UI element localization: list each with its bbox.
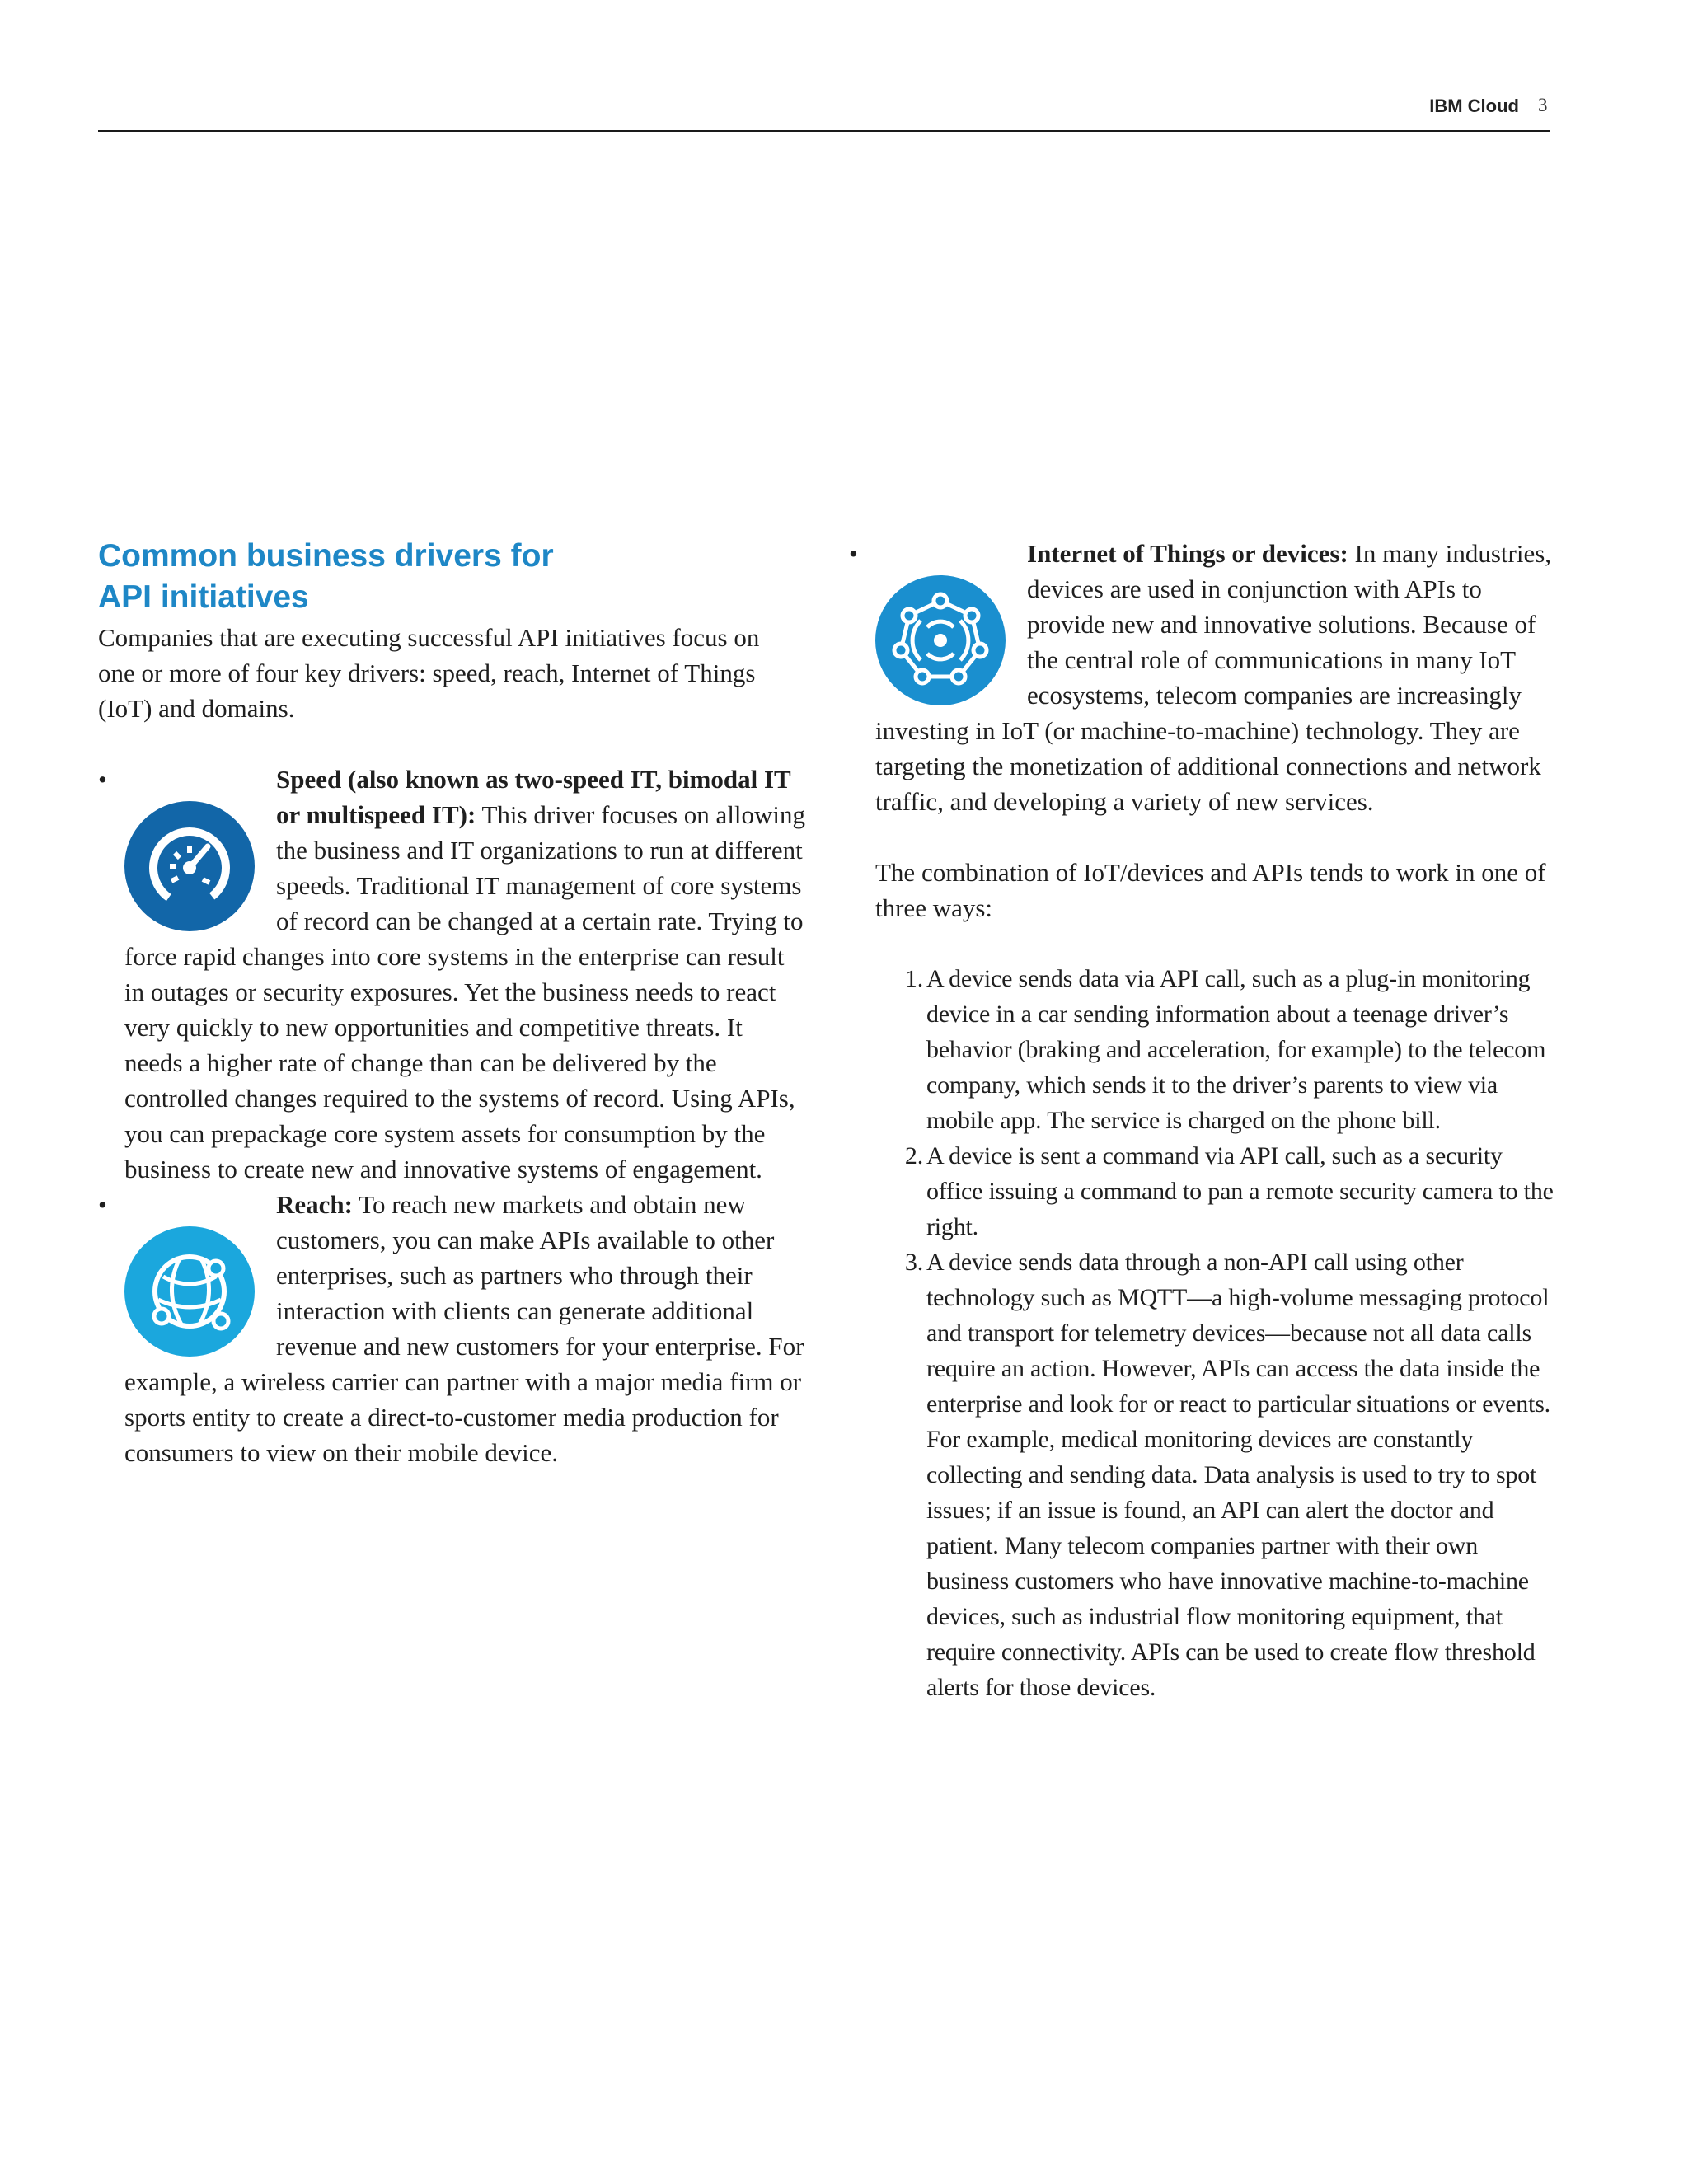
bullet-dot: •: [849, 539, 858, 568]
globe-network-icon: [124, 1226, 255, 1357]
bullet-speed: [98, 762, 807, 1187]
brand-label: IBM Cloud: [1429, 96, 1519, 116]
section-title: [98, 536, 807, 618]
bullet-dot: •: [98, 1190, 107, 1219]
bullet-speed-text: This driver focuses on allowing the business and IT organizations to run at different speeds. Traditional IT management of core systems of record can be changed at a certain rate. Trying to force rapid changes into core systems in the enterprise can result in outages or security exposures. Yet the business needs to react very quickly to new opportunities and competitive threats. It needs a higher rate of change than can be delivered by the controlled changes required to the systems of record. Using APIs, you can prepackage core system assets for consumption by the business to create new and innovative systems of engagement.: [124, 800, 806, 1183]
bullet-iot-text: In many industries, devices are used in conjunction with APIs to provide new and innovative solutions. Because of the central role of communications in many IoT ecosystems, telecom companies are increasingly investing in IoT (or machine-to-machine) technology. They are targeting the monetization of additional connections and network traffic, and developing a variety of new services.: [875, 539, 1552, 816]
speedometer-icon: [124, 801, 255, 931]
ways-list: [849, 961, 1558, 1705]
list-item: 3. A device sends data through a non-API call using other technology such as MQTT—a high-volume messaging protocol and transport for telemetry devices—because not all data calls require an action. However, APIs can access the data inside the enterprise and look for or react to particular situations or events. For example, medical monitoring devices are constantly collecting and sending data. Data analysis is used to try to spot issues; if an issue is found, an API can alert the doctor and patient. Many telecom companies partner with their own business customers who have innovative machine-to-machine devices, such as industrial flow monitoring equipment, that require connectivity. APIs can be used to create flow threshold alerts for those devices.: [904, 1249, 1550, 1701]
bullet-reach: [98, 1187, 807, 1470]
right-column: [849, 536, 1558, 1705]
bullet-reach-label: Reach:: [276, 1190, 353, 1219]
left-column: [98, 536, 807, 1470]
intro-paragraph: Companies that are executing successful API initiatives focus on one or more of four key drivers: speed, reach, Internet of Things (IoT) and domains.: [98, 623, 760, 723]
iot-network-icon: [875, 575, 1006, 705]
section-title-line2: API initiatives: [98, 579, 309, 615]
section-title-line1: Common business drivers for: [98, 538, 554, 574]
bullet-reach-text: To reach new markets and obtain new customers, you can make APIs available to other enterprises, such as partners who through their interaction with clients can generate additional revenue and new customers for your enterprise. For example, a wireless carrier can partner with a major media firm or sports entity to create a direct-to-customer media production for consumers to view on their mobile device.: [124, 1190, 804, 1467]
bullet-dot: •: [98, 765, 107, 794]
list-item: 1. A device sends data via API call, such as a plug-in monitoring device in a car sending information about a teenage driver’s behavior (braking and acceleration, for example) to the telecom company, which sends it to the driver’s parents to view via mobile app. The service is charged on the phone bill.: [904, 965, 1546, 1134]
header-divider: [98, 130, 1550, 132]
bullet-iot: [849, 536, 1558, 819]
bullet-iot-label: Internet of Things or devices:: [1027, 539, 1348, 568]
ways-intro: The combination of IoT/devices and APIs tends to work in one of three ways:: [875, 858, 1546, 922]
page-number: 3: [1538, 95, 1548, 115]
list-item: 2. A device is sent a command via API call, such as a security office issuing a command to pan a remote security camera to the right.: [904, 1142, 1554, 1240]
bullet-speed-label: Speed (also known as two-speed IT, bimodal IT or multispeed IT):: [276, 765, 791, 829]
